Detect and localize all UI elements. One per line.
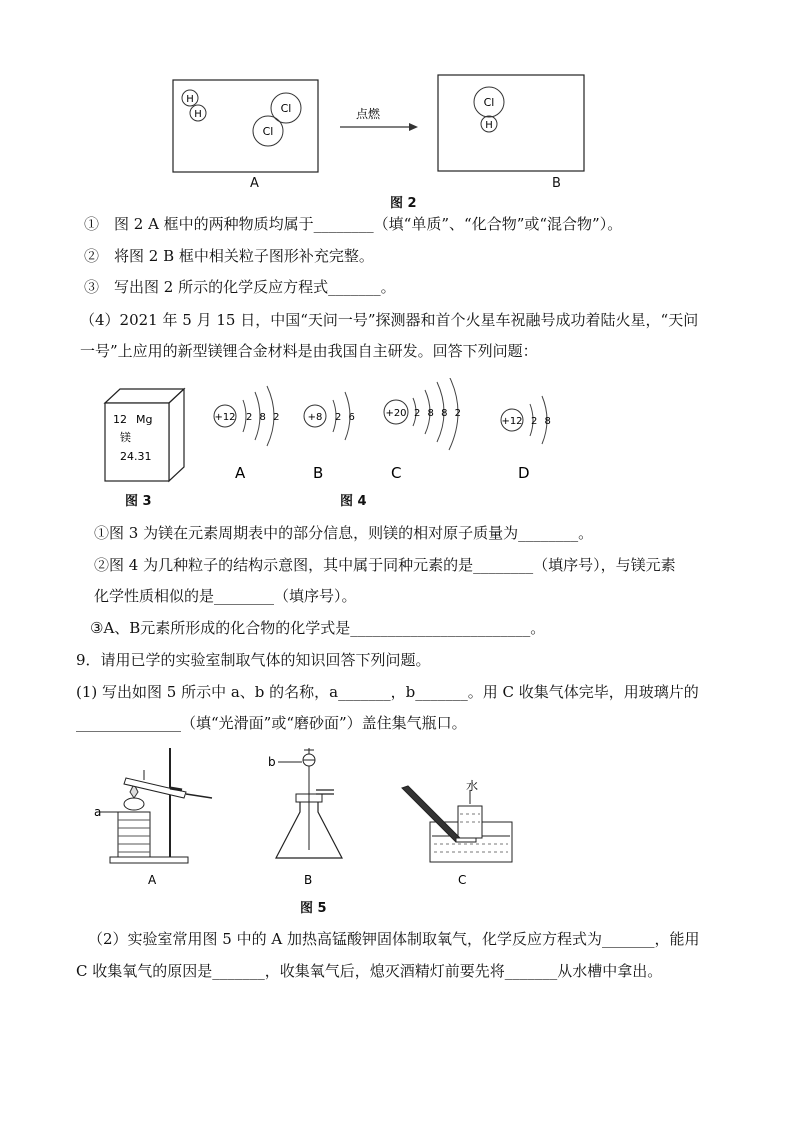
figure-4-structure-diagrams — [195, 378, 565, 490]
apparatus-label: B — [304, 873, 313, 887]
question-line: ③A、B元素所形成的化合物的化学式是________________________。 — [90, 619, 546, 637]
question-9-text: (1) 写出如图 5 所示中 a、b 的名称，a_______，b_______。用 C 收集气体完毕，用玻璃片的 — [76, 683, 699, 701]
svg-text:H: H — [485, 120, 493, 131]
figure-3-element-cube — [100, 385, 190, 485]
question-9-text: C 收集氧气的原因是_______，收集氧气后，熄灭酒精灯前要先将_______从水槽中拿出。 — [76, 962, 663, 980]
svg-text:Cl: Cl — [262, 125, 274, 138]
particle-label: A — [235, 464, 246, 482]
svg-text:2 8 2: 2 8 2 — [246, 412, 280, 423]
box-a — [173, 80, 318, 172]
svg-text:2 8 8 2: 2 8 8 2 — [414, 408, 461, 419]
particle-b — [304, 392, 355, 482]
question-line: ①图 3 为镁在元素周期表中的部分信息，则镁的相对原子质量为________。 — [94, 524, 594, 542]
particle-label: D — [518, 464, 530, 482]
apparatus-b — [268, 748, 342, 887]
apparatus-c — [402, 778, 512, 887]
question-line: ③ 写出图 2 所示的化学反应方程式_______。 — [84, 278, 396, 296]
element-name: 镁 — [120, 431, 131, 444]
question-line: 化学性质相似的是________（填序号）。 — [94, 587, 357, 605]
question-4-text: （4）2021 年 5 月 15 日，中国“天问一号”探测器和首个火星车祝融号成功着陆火星，“天问 — [80, 311, 699, 329]
question-line: ② 将图 2 B 框中相关粒子图形补充完整。 — [84, 247, 374, 265]
particle-c — [384, 378, 461, 482]
atomic-mass: 24.31 — [120, 450, 152, 463]
apparatus-label: A — [148, 873, 157, 887]
question-line: ②图 4 为几种粒子的结构示意图，其中属于同种元素的是________（填序号），与镁元素 — [94, 556, 676, 574]
svg-text:H: H — [186, 94, 194, 105]
svg-text:H: H — [194, 109, 202, 120]
atomic-number: 12 — [113, 413, 127, 426]
svg-text:2 8: 2 8 — [531, 416, 551, 427]
svg-text:Cl: Cl — [280, 102, 292, 115]
particle-a — [214, 386, 279, 482]
svg-text:+20: +20 — [385, 408, 407, 419]
svg-text:2 6: 2 6 — [335, 412, 355, 423]
svg-text:Cl: Cl — [483, 96, 495, 109]
particle-d — [501, 396, 551, 482]
box-a-label: A — [250, 176, 259, 191]
figure-5-apparatus — [90, 740, 520, 890]
particle-label: B — [313, 464, 324, 482]
figure-3-caption: 图 3 — [125, 494, 152, 509]
svg-text:+12: +12 — [501, 416, 523, 427]
svg-text:+8: +8 — [307, 412, 323, 423]
h-atom — [481, 116, 497, 132]
box-b-label: B — [552, 176, 561, 191]
h-atom — [182, 90, 198, 106]
label-water: 水 — [466, 779, 479, 793]
apparatus-a — [94, 748, 212, 887]
question-4-text: 一号”上应用的新型镁锂合金材料是由我国自主研发。回答下列问题： — [80, 342, 538, 360]
figure-2-diagram — [160, 70, 600, 195]
label-a: a — [94, 805, 102, 819]
cl-atom — [253, 116, 283, 146]
h-atom — [190, 105, 206, 121]
question-line: ① 图 2 A 框中的两种物质均属于________（填“单质”、“化合物”或“混合物”）。 — [84, 215, 623, 233]
cl-atom — [474, 87, 504, 117]
question-9-text: ______________（填“光滑面”或“磨砂面”）盖住集气瓶口。 — [76, 714, 467, 732]
figure-4-caption: 图 4 — [340, 494, 367, 509]
figure-5-caption: 图 5 — [300, 901, 327, 916]
element-symbol: Mg — [136, 413, 153, 426]
question-9-text: （2）实验室常用图 5 中的 A 加热高锰酸钾固体制取氧气，化学反应方程式为_______，能用 — [88, 930, 700, 948]
particle-label: C — [391, 464, 402, 482]
question-9-title: 9．请用已学的实验室制取气体的知识回答下列问题。 — [76, 651, 431, 669]
arrow-label: 点燃 — [355, 107, 381, 121]
figure-2-caption: 图 2 — [390, 196, 417, 211]
box-b — [438, 75, 584, 171]
label-b: b — [268, 755, 276, 769]
svg-text:+12: +12 — [214, 412, 236, 423]
apparatus-label: C — [458, 873, 467, 887]
